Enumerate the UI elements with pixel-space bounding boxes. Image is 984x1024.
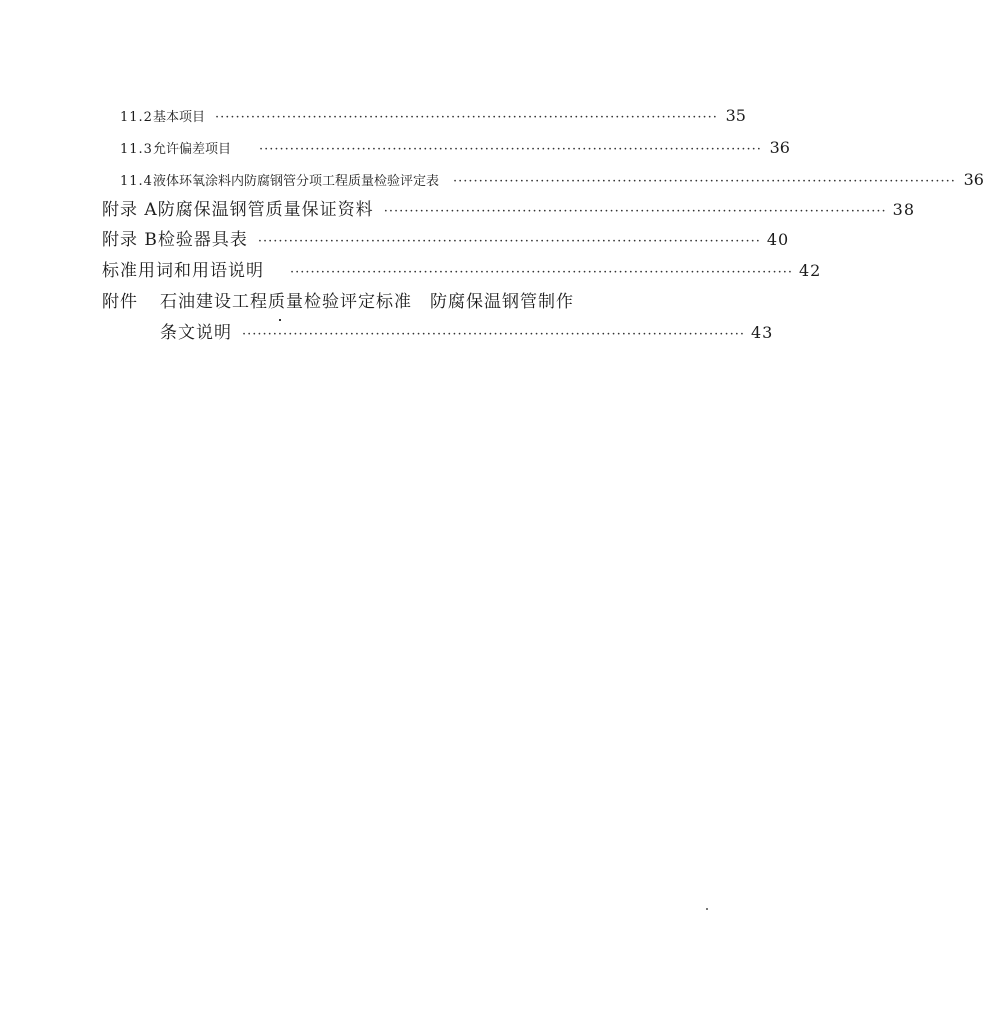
dot-leader: ·································································································· bbox=[242, 327, 745, 342]
toc-entry-number: 11.3 bbox=[120, 142, 153, 157]
toc-entry-title: 检验器具表 bbox=[157, 230, 248, 250]
toc-entry-appendix-a[interactable] bbox=[102, 200, 916, 220]
toc-entry-annex[interactable] bbox=[102, 294, 640, 311]
toc-entry-page: 35 bbox=[725, 106, 746, 125]
toc-entry-11-3[interactable] bbox=[120, 138, 790, 157]
toc-entry-11-2[interactable] bbox=[120, 106, 746, 125]
toc-entry-appendix-b[interactable] bbox=[102, 230, 790, 250]
toc-entry-title: 条文说明 bbox=[160, 323, 232, 343]
toc-entry-title: 液体环氧涂料内防腐钢管分项工程质量检验评定表 bbox=[152, 174, 439, 189]
toc-entry-title: 石油建设工程质量检验评定标准 防腐保温钢管制作 bbox=[160, 292, 574, 312]
toc-entry-number: 11.4 bbox=[120, 174, 153, 189]
toc-entry-page: 40 bbox=[766, 230, 790, 249]
toc-entry-page: 36 bbox=[769, 138, 790, 157]
toc-entry-11-4[interactable] bbox=[120, 170, 984, 189]
toc-entry-title: 标准用词和用语说明 bbox=[102, 261, 264, 281]
dot-leader: ·································································································· bbox=[452, 174, 956, 189]
toc-entry-page: 42 bbox=[798, 261, 822, 280]
toc-entry-title: 允许偏差项目 bbox=[152, 142, 231, 157]
toc-entry-page: 38 bbox=[892, 200, 916, 219]
dot-leader: ·································································································· bbox=[214, 110, 718, 125]
toc-entry-title: 基本项目 bbox=[152, 110, 205, 125]
toc-entry-number: 附录 B bbox=[102, 230, 158, 250]
dot-leader: ·································································································· bbox=[383, 204, 887, 219]
toc-entry-page: 36 bbox=[963, 170, 984, 189]
toc-entry-number: 附录 A bbox=[102, 200, 158, 220]
toc-entry-annex-explanation[interactable] bbox=[160, 323, 774, 343]
toc-entry-terminology[interactable] bbox=[102, 261, 822, 281]
dot-leader: ·································································································· bbox=[290, 265, 793, 280]
toc-entry-title: 防腐保温钢管质量保证资料 bbox=[157, 200, 374, 220]
toc-entry-number: 11.2 bbox=[120, 110, 153, 125]
scan-speck bbox=[279, 319, 281, 321]
dot-leader: ·································································································· bbox=[258, 142, 762, 157]
toc-entry-page: 43 bbox=[750, 323, 774, 342]
dot-leader: ·································································································· bbox=[257, 234, 761, 249]
scan-mark bbox=[706, 908, 708, 910]
toc-entry-number: 附件 bbox=[102, 292, 138, 312]
